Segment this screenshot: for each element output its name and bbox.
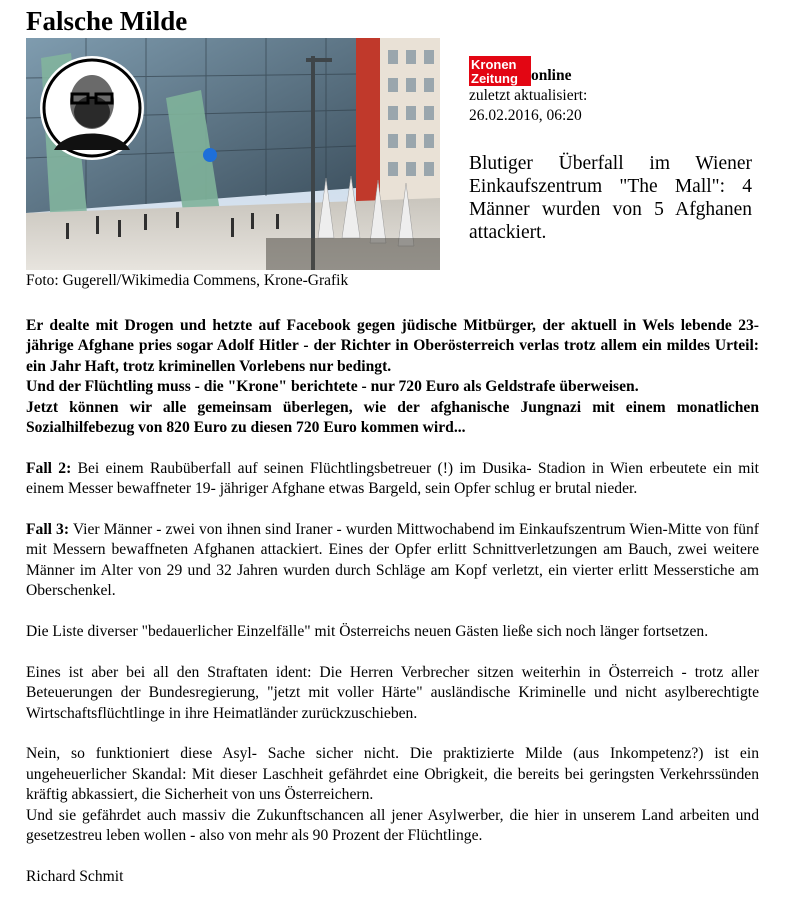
lead-sentence-3: Jetzt können wir alle gemeinsam überlegen, wie der afghanische Jungnazi mit einem monatlichen Sozialhilfebezug von 820 Euro zu diesen 720 Euro kommen wird... [26, 398, 759, 437]
fall-3-paragraph [26, 520, 759, 602]
author-name: Richard Schmit [26, 867, 124, 885]
fall-3-text: Vier Männer - zwei von ihnen sind Iraner - wurden Mittwochabend im Einkaufszentrum Wien-Mitte von fünf mit Messern bewaffneten Afghanen attackiert. Eines der Opfer erlitt Schnittverletzungen am Bauch, zwei weitere Männer im Alter von 29 und 32 Jahren wurden durch Schläge am Kopf verletzt, ein vierter erlitt Messerstiche am Oberschenkel. [26, 521, 759, 600]
ident-paragraph: Eines ist aber bei all den Straftaten ident: Die Herren Verbrecher sitzen weiterhin in Österreich - trotz aller Beteuerungen der Bundesregierung, "jetzt mit voller Härte" ausländische Kriminelle und nicht asylberechtigte Wirtschaftsflüchtlinge in ihre Heimatländer zurückzuschieben. [26, 663, 759, 722]
lead-paragraph [26, 316, 759, 438]
conclusion-paragraph [26, 744, 759, 846]
updated-date: 26.02.2016, 06:20 [469, 107, 582, 124]
fall-2-text: Bei einem Raubüberfall auf seinen Flüchtlingsbetreuer (!) im Dusika- Stadion in Wien erbeutete ein mit einem Messer bewaffneter 19- jähriger Afghane etwas Bargeld, sein Opfer schlug er brutal nieder. [26, 459, 759, 498]
fall-2-paragraph [26, 459, 759, 500]
fall-2-label: Fall 2: [26, 459, 72, 477]
lead-sentence-2: Und der Flüchtling muss - die "Krone" berichtete - nur 720 Euro als Geldstrafe überweisen. [26, 378, 639, 396]
online-label: online [531, 67, 572, 84]
article-summary: Blutiger Überfall im Wiener Einkaufszentrum "The Mall": 4 Männer wurden von 5 Afghanen attackiert. [469, 153, 752, 243]
lead-sentence-1: Er dealte mit Drogen und hetzte auf Facebook gegen jüdische Mitbürger, der aktuell in Wels lebende 23- jährige Afghane pries sogar Adolf Hitler - der Richter in Oberösterreich verlas trotz allem ein mildes Urteil: ein Jahr Haft, trotz kriminellen Vorlebens nur bedingt. [26, 317, 759, 375]
updated-label: zuletzt aktualisiert: [469, 87, 588, 104]
photo-caption: Foto: Gugerell/Wikimedia Commens, Krone-Grafik [26, 272, 349, 289]
fall-3-label: Fall 3: [26, 521, 70, 539]
list-paragraph: Die Liste diverser "bedauerlicher Einzelfälle" mit Österreichs neuen Gästen ließe sich noch länger fortsetzen. [26, 623, 709, 641]
source-block [469, 56, 587, 126]
conclusion-sentence-2: Und sie gefährdet auch massiv die Zukunftschancen all jener Asylwerber, die hier in unserem Land arbeiten und gesetzestreu leben wollen - also von mehr als 90 Prozent der Flüchtlinge. [26, 806, 759, 845]
svg-text:Zeitung: Zeitung [471, 71, 518, 86]
svg-text:Kronen: Kronen [471, 57, 517, 72]
article-photo [26, 38, 440, 270]
article-title: Falsche Milde [26, 6, 188, 36]
conclusion-sentence-1: Nein, so funktioniert diese Asyl- Sache sicher nicht. Die praktizierte Milde (aus Inkompetenz?) ist ein ungeheuerlicher Skandal: Mit dieser Laschheit gefährdet eine Obrigkeit, die bereits bei geringsten Verkehrssünden kräftig abkassiert, die Sicherheit von uns Österreichern. [26, 745, 759, 804]
article-body [26, 316, 759, 908]
source-logo-line [469, 56, 587, 86]
kronen-zeitung-logo [469, 56, 531, 86]
